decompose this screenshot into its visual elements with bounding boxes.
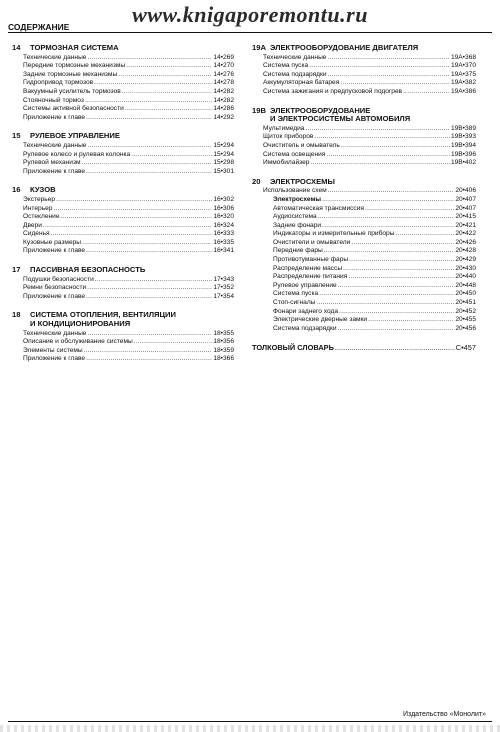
toc-entry[interactable] [263,88,476,97]
entry-title: Кузовные размеры [23,238,82,246]
toc-entry[interactable] [23,97,234,106]
entry-page: 16•333 [213,230,234,238]
toc-left-column [12,44,234,374]
entry-title: Подушки безопасности [23,275,94,283]
entry-title: Вакуумный усилитель тормозов [23,87,121,95]
entry-title: Система зажигания и предпусковой подогрев [263,87,403,95]
leader-dots [339,308,454,317]
entry-title: Стоп-сигналы [273,299,316,307]
leader-dots [349,256,454,265]
toc-entry[interactable] [23,71,234,80]
leader-dots [122,88,213,97]
leader-dots [319,290,454,299]
leader-dots [134,338,213,347]
entry-title: Рулевое колесо и рулевая колонка [23,150,131,158]
entry-title: Приложение к главе [23,167,86,175]
entry-page: 20•422 [455,230,476,238]
leader-dots [125,105,213,114]
toc-entry[interactable] [23,239,234,248]
entry-page: 19B•394 [450,141,476,149]
leader-dots [87,284,212,293]
toc-entry[interactable] [263,151,476,160]
entry-page: 20•440 [455,273,476,281]
toc-entry[interactable] [23,159,234,168]
leader-dots [403,88,450,97]
section-title-line: И КОНДИЦИОНИРОВАНИЯ [30,319,131,329]
entry-title: Очиститель и омыватель [263,141,340,149]
entry-page: 15•294 [213,141,234,149]
section-heading[interactable] [12,44,234,53]
entry-page: 14•276 [213,70,234,78]
toc-section [252,178,476,334]
entry-page: 14•282 [213,87,234,95]
entry-title: Щиток приборов [263,133,314,141]
toc-entry[interactable] [23,142,234,151]
toc-section [12,44,234,122]
leader-dots [86,293,212,302]
toc-entry[interactable] [263,282,476,291]
leader-dots [341,142,450,151]
section-entries [12,196,234,256]
section-number: 16 [12,185,21,195]
toc-entry[interactable] [263,196,476,205]
section-title-line: РУЛЕВОЕ УПРАВЛЕНИЕ [30,131,120,141]
entry-page: 20•452 [455,307,476,315]
entry-title: Распределение массы [273,264,343,272]
entry-page: 16•306 [213,204,234,212]
section-title-line: ПАССИВНАЯ БЕЗОПАСНОСТЬ [30,265,146,275]
entry-title: Интерьер [23,204,53,212]
entry-page: 14•286 [213,105,234,113]
leader-dots [84,347,213,356]
leader-dots [309,62,450,71]
leader-dots [324,247,455,256]
entry-title: Система подзарядки [263,70,327,78]
section-title-line: ТОРМОЗНАЯ СИСТЕМА [30,43,119,52]
entry-page: 19A•375 [450,70,476,78]
entry-title: Технические данные [23,329,87,337]
section-number: 19B [252,105,266,115]
entry-page: 20•407 [455,195,476,203]
toc-entry[interactable] [263,54,476,63]
entry-page: 14•292 [213,113,234,121]
toc-entry[interactable] [23,54,234,63]
toc-entry[interactable] [263,299,476,308]
entry-title: Задние фонари [273,221,322,229]
entry-title: Сиденья [23,230,50,238]
publisher-label: Издательство «Монолит» [402,711,486,718]
section-title-line: ЭЛЕКТРОСХЕМЫ [270,176,335,186]
toc-entry[interactable] [263,222,476,231]
toc-entry[interactable] [23,151,234,160]
entry-page: 16•324 [213,221,234,229]
entry-page: 20•450 [455,290,476,298]
section-title [30,266,234,275]
entry-title: Экстерьер [23,195,56,203]
entry-page: 19A•368 [450,53,476,61]
entry-page: 19B•396 [450,150,476,158]
toc-entry[interactable] [263,230,476,239]
section-number: 17 [12,265,21,275]
glossary-title: ТОЛКОВЫЙ СЛОВАРЬ [252,343,334,353]
leader-dots [43,222,212,231]
leader-dots [365,205,454,214]
toc-entry[interactable] [23,330,234,339]
entry-title: Электросхемы [273,195,321,203]
leader-dots [131,151,212,160]
entry-page: 20•455 [455,316,476,324]
entry-page: 14•282 [213,96,234,104]
leader-dots [368,316,454,325]
entry-page: 17•352 [213,284,234,292]
leader-dots [53,205,212,214]
section-heading[interactable] [12,266,234,275]
leader-dots [86,168,212,177]
entry-title: Передние фары [273,247,323,255]
toc-entry[interactable] [263,308,476,317]
section-entries [12,276,234,302]
entry-page: 19A•382 [450,79,476,87]
section-title-line: ЭЛЕКТРООБОРУДОВАНИЕ ДВИГАТЕЛЯ [270,43,419,52]
entry-page: 19A•386 [450,87,476,95]
entry-page: 14•278 [213,79,234,87]
footer-divider [8,721,492,722]
toc-section [252,107,476,168]
entry-title: Приложение к главе [23,292,86,300]
leader-dots [305,125,450,134]
leader-dots [118,71,212,80]
toc-section [12,266,234,301]
leader-dots [340,79,450,88]
entry-title: Противотуманные фары [273,256,349,264]
section-entries [12,142,234,176]
entry-title: Рулевой механизм [23,159,81,167]
toc-entry[interactable] [263,316,476,325]
entry-title: Рулевое управление [273,281,337,289]
leader-dots [94,79,212,88]
toc-entry[interactable] [263,133,476,142]
toc-entry[interactable] [23,284,234,293]
entry-title: Аудиосистема [273,213,317,221]
leader-dots [95,276,213,285]
entry-page: 16•341 [213,247,234,255]
glossary-page: С•457 [455,343,476,353]
section-number: 15 [12,131,21,141]
entry-page: 20•456 [455,324,476,332]
section-heading[interactable] [252,107,476,124]
entry-page: 15•301 [213,167,234,175]
section-number: 19A [252,43,266,52]
leader-dots [86,247,212,256]
entry-title: Приложение к главе [23,247,86,255]
toc-entry[interactable] [263,205,476,214]
leader-dots [82,159,213,168]
section-title-line: И ЭЛЕКТРОСИСТЕМЫ АВТОМОБИЛЯ [270,114,411,124]
entry-page: 20•430 [455,264,476,272]
entry-page: 16•320 [213,213,234,221]
leader-dots [322,222,454,231]
entry-page: 17•343 [213,275,234,283]
leader-dots [338,325,455,334]
entry-title: Приложение к главе [23,355,86,363]
toc-entry[interactable] [23,247,234,256]
toc-entry[interactable] [263,239,476,248]
entry-title: Технические данные [23,53,87,61]
entry-page: 20•415 [455,213,476,221]
leader-dots [335,343,455,352]
entry-page: 20•406 [455,187,476,195]
toc-entry[interactable] [263,62,476,71]
leader-dots [86,355,212,364]
entry-page: 18•366 [213,355,234,363]
leader-dots [328,71,450,80]
entry-title: Система пуска [263,62,309,70]
section-title [30,132,234,141]
toc-entry[interactable] [23,79,234,88]
entry-page: 20•429 [455,256,476,264]
entry-title: Стояночный тормоз [23,96,84,104]
leader-dots [86,114,212,123]
entry-title: Ремни безопасности [23,284,87,292]
leader-dots [126,62,212,71]
entry-title: Электрические дверные замки [273,316,368,324]
entry-page: 17•354 [213,292,234,300]
entry-title: Задние тормозные механизмы [23,70,118,78]
toc-section [252,44,476,97]
toc-entry[interactable] [23,114,234,123]
leader-dots [82,239,212,248]
leader-dots [87,330,212,339]
entry-title: Системы активной безопасности [23,105,124,113]
leader-dots [326,151,450,160]
leader-dots [314,133,450,142]
toc-entry[interactable] [263,256,476,265]
entry-page: 20•421 [455,221,476,229]
entry-title: Система освещения [263,150,326,158]
section-title [270,44,476,53]
section-number: 14 [12,43,21,52]
entry-page: 16•335 [213,238,234,246]
toc-entry[interactable] [263,247,476,256]
toc-entry[interactable] [263,290,476,299]
toc-entry[interactable] [23,62,234,71]
toc-entry[interactable] [23,196,234,205]
toc-section [12,186,234,256]
entry-page: 15•298 [213,159,234,167]
entry-title: Гидропривод тормозов [23,79,94,87]
entry-title: Приложение к главе [23,113,86,121]
entry-page: 20•448 [455,281,476,289]
toc-entry[interactable] [263,265,476,274]
leader-dots [348,273,454,282]
entry-title: Аккумуляторная батарея [263,79,340,87]
toc-section [12,132,234,176]
section-title [30,186,234,195]
entry-title: Описание и обслуживание системы [23,338,133,346]
leader-dots [328,187,455,196]
section-heading[interactable] [12,311,234,328]
section-entries [252,54,476,97]
entry-title: Технические данные [23,141,87,149]
toc-entry[interactable] [23,205,234,214]
leader-dots [85,97,212,106]
entry-page: 20•426 [455,238,476,246]
leader-dots [395,230,454,239]
entry-page: 19B•389 [450,124,476,132]
section-entries [12,54,234,123]
entry-page: 16•302 [213,195,234,203]
entry-title: Распределение питания [273,273,348,281]
section-title [270,178,476,187]
toc-entry[interactable] [263,325,476,334]
toc-entry[interactable] [263,187,476,196]
leader-dots [87,142,212,151]
section-title-line: КУЗОВ [30,185,56,195]
entry-title: Передние тормозные механизмы [23,62,126,70]
entry-title: Фонари заднего хода [273,307,339,315]
entry-title: Двери [23,221,42,229]
entry-title: Элементы системы [23,346,83,354]
entry-page: 18•355 [213,329,234,337]
entry-title: Автоматическая трансмиссия [273,204,364,212]
toc-entry[interactable] [23,355,234,364]
entry-title: Система подзарядки [273,324,337,332]
section-heading[interactable] [252,178,476,187]
section-entries [12,330,234,364]
leader-dots [343,265,454,274]
section-title-line: СИСТЕМА ОТОПЛЕНИЯ, ВЕНТИЛЯЦИИ [30,310,176,320]
entry-title: Индикаторы и измерительные приборы [273,230,395,238]
section-entries [252,125,476,168]
entry-page: 19A•370 [450,62,476,70]
entry-page: 20•428 [455,247,476,255]
entry-title: Остекление [23,213,60,221]
toc-entry[interactable] [263,213,476,222]
entry-title: Иммобилайзер [263,159,310,167]
entry-page: 18•356 [213,338,234,346]
toc-entry[interactable] [23,347,234,356]
toc-entry[interactable] [23,338,234,347]
section-title [30,311,234,328]
toc-entry-glossary[interactable] [252,343,476,352]
site-watermark: www.knigaporemontu.ru [132,2,368,27]
toc-entry[interactable] [23,276,234,285]
toc-entry[interactable] [23,105,234,114]
toc-entry[interactable] [23,88,234,97]
leader-dots [61,213,213,222]
toc-entry[interactable] [23,168,234,177]
leader-dots [316,299,454,308]
header-divider [8,32,492,33]
entry-page: 15•294 [213,150,234,158]
toc-right-column [252,44,476,352]
entry-title: Мультимедиа [263,124,305,132]
section-heading[interactable] [252,44,476,53]
section-title [270,107,476,124]
footer-decoration [0,725,500,732]
section-title [30,44,234,53]
entry-title: Использование схем [263,187,327,195]
leader-dots [351,239,454,248]
entry-page: 14•270 [213,62,234,70]
page-title: СОДЕРЖАНИЕ [8,22,70,32]
leader-dots [87,54,212,63]
entry-page: 19B•402 [450,159,476,167]
section-entries [252,187,476,333]
entry-title: Очистители и омыватели [273,238,351,246]
entry-title: Система пуска [273,290,319,298]
toc-entry[interactable] [263,79,476,88]
section-heading[interactable] [12,132,234,141]
toc-entry[interactable] [263,273,476,282]
toc-entry[interactable] [23,230,234,239]
entry-page: 14•269 [213,53,234,61]
leader-dots [338,282,455,291]
entry-page: 20•407 [455,204,476,212]
leader-dots [56,196,212,205]
toc-entry[interactable] [263,142,476,151]
leader-dots [327,54,449,63]
entry-page: 19B•393 [450,133,476,141]
section-title-line: ЭЛЕКТРООБОРУДОВАНИЕ [270,105,371,115]
section-number: 20 [252,176,261,186]
entry-page: 20•451 [455,299,476,307]
leader-dots [322,196,454,205]
leader-dots [318,213,455,222]
leader-dots [310,159,450,168]
toc-entry[interactable] [23,213,234,222]
section-number: 18 [12,310,21,320]
entry-page: 18•359 [213,346,234,354]
section-heading[interactable] [12,186,234,195]
entry-title: Технические данные [263,53,327,61]
toc-entry[interactable] [23,222,234,231]
leader-dots [51,230,213,239]
toc-entry[interactable] [23,293,234,302]
toc-entry[interactable] [263,159,476,168]
toc-section [12,311,234,364]
